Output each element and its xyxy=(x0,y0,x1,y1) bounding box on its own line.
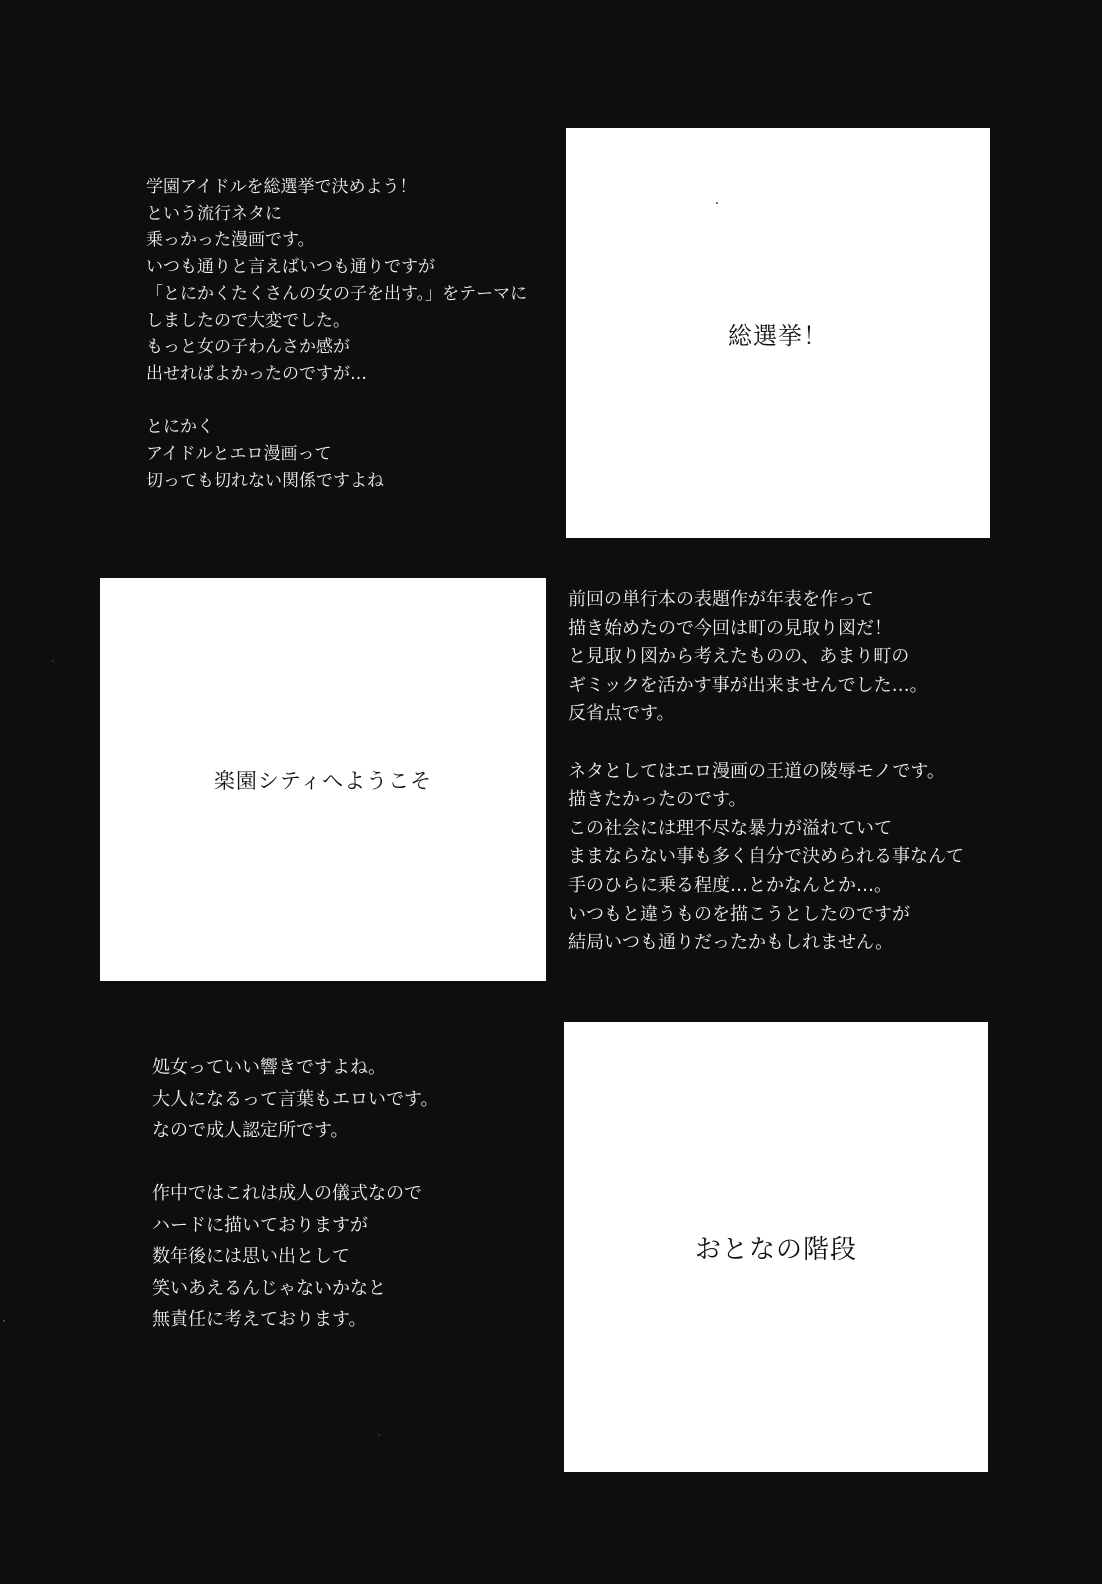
text-line: 切っても切れない関係ですよね xyxy=(146,470,384,491)
work-title: おとなの階段 xyxy=(694,1234,857,1265)
text-line: 数年後には思い出として xyxy=(152,1246,350,1267)
text-line: 学園アイドルを総選挙で決めよう！ xyxy=(146,177,417,197)
text-line: ギミックを活かす事が出来ませんでした…。 xyxy=(568,674,928,696)
text-line: ハードに描いておりますが xyxy=(152,1214,368,1236)
text-line: 出せればよかったのですが… xyxy=(146,363,367,384)
afterword-text-1 xyxy=(146,174,527,494)
text-line: 乗っかった漫画です。 xyxy=(146,230,315,251)
scan-speck xyxy=(3,1320,5,1322)
text-line: 笑いあえるんじゃないかなと xyxy=(152,1277,386,1299)
text-line: 処女っていい響きですよね。 xyxy=(152,1057,386,1078)
work-title: 総選挙！ xyxy=(728,321,828,350)
text-line xyxy=(152,1147,439,1179)
text-line xyxy=(146,388,527,415)
afterword-text-3 xyxy=(152,1052,439,1336)
text-line: しましたので大変でした。 xyxy=(146,310,350,331)
text-line: 「とにかくたくさんの女の子を出す。」をテーマに xyxy=(146,283,528,304)
text-line: 無責任に考えております。 xyxy=(152,1309,367,1330)
text-line: と見取り図から考えたものの、あまり町の xyxy=(568,646,910,668)
text-line: いつも通りと言えばいつも通りですが xyxy=(146,257,435,278)
text-line: 作中ではこれは成人の儀式なので xyxy=(152,1183,422,1204)
work-title: 楽園シティへようこそ xyxy=(213,768,433,793)
text-line: 描き始めたので今回は町の見取り図だ！ xyxy=(568,617,892,639)
text-line: という流行ネタに xyxy=(146,203,282,224)
scan-speck xyxy=(716,202,718,204)
text-line: なので成人認定所です。 xyxy=(152,1120,349,1141)
title-card-3 xyxy=(564,1022,988,1472)
text-line: とにかく xyxy=(146,417,214,438)
title-card-1 xyxy=(566,128,990,538)
text-line: いつもと違うものを描こうとしたのですが xyxy=(568,903,910,925)
text-line: もっと女の子わんさか感が xyxy=(146,337,350,358)
text-line xyxy=(568,729,964,758)
afterword-text-2 xyxy=(568,586,964,958)
text-line: 手のひらに乗る程度…とかなんとか…。 xyxy=(568,874,892,896)
text-line: ネタとしてはエロ漫画の王道の陵辱モノです。 xyxy=(568,760,945,782)
text-line: アイドルとエロ漫画って xyxy=(146,444,332,465)
text-line: 大人になるって言葉もエロいです。 xyxy=(152,1088,439,1110)
scan-speck xyxy=(52,660,54,662)
text-line: 反省点です。 xyxy=(568,703,675,725)
text-line: 描きたかったのです。 xyxy=(568,789,747,811)
scan-speck xyxy=(378,1434,380,1436)
text-line: この社会には理不尽な暴力が溢れていて xyxy=(568,817,892,839)
text-line: 結局いつも通りだったかもしれません。 xyxy=(568,932,894,954)
title-card-2 xyxy=(100,578,546,981)
text-line: ままならない事も多く自分で決められる事なんて xyxy=(568,846,964,868)
text-line: 前回の単行本の表題作が年表を作って xyxy=(568,589,874,610)
